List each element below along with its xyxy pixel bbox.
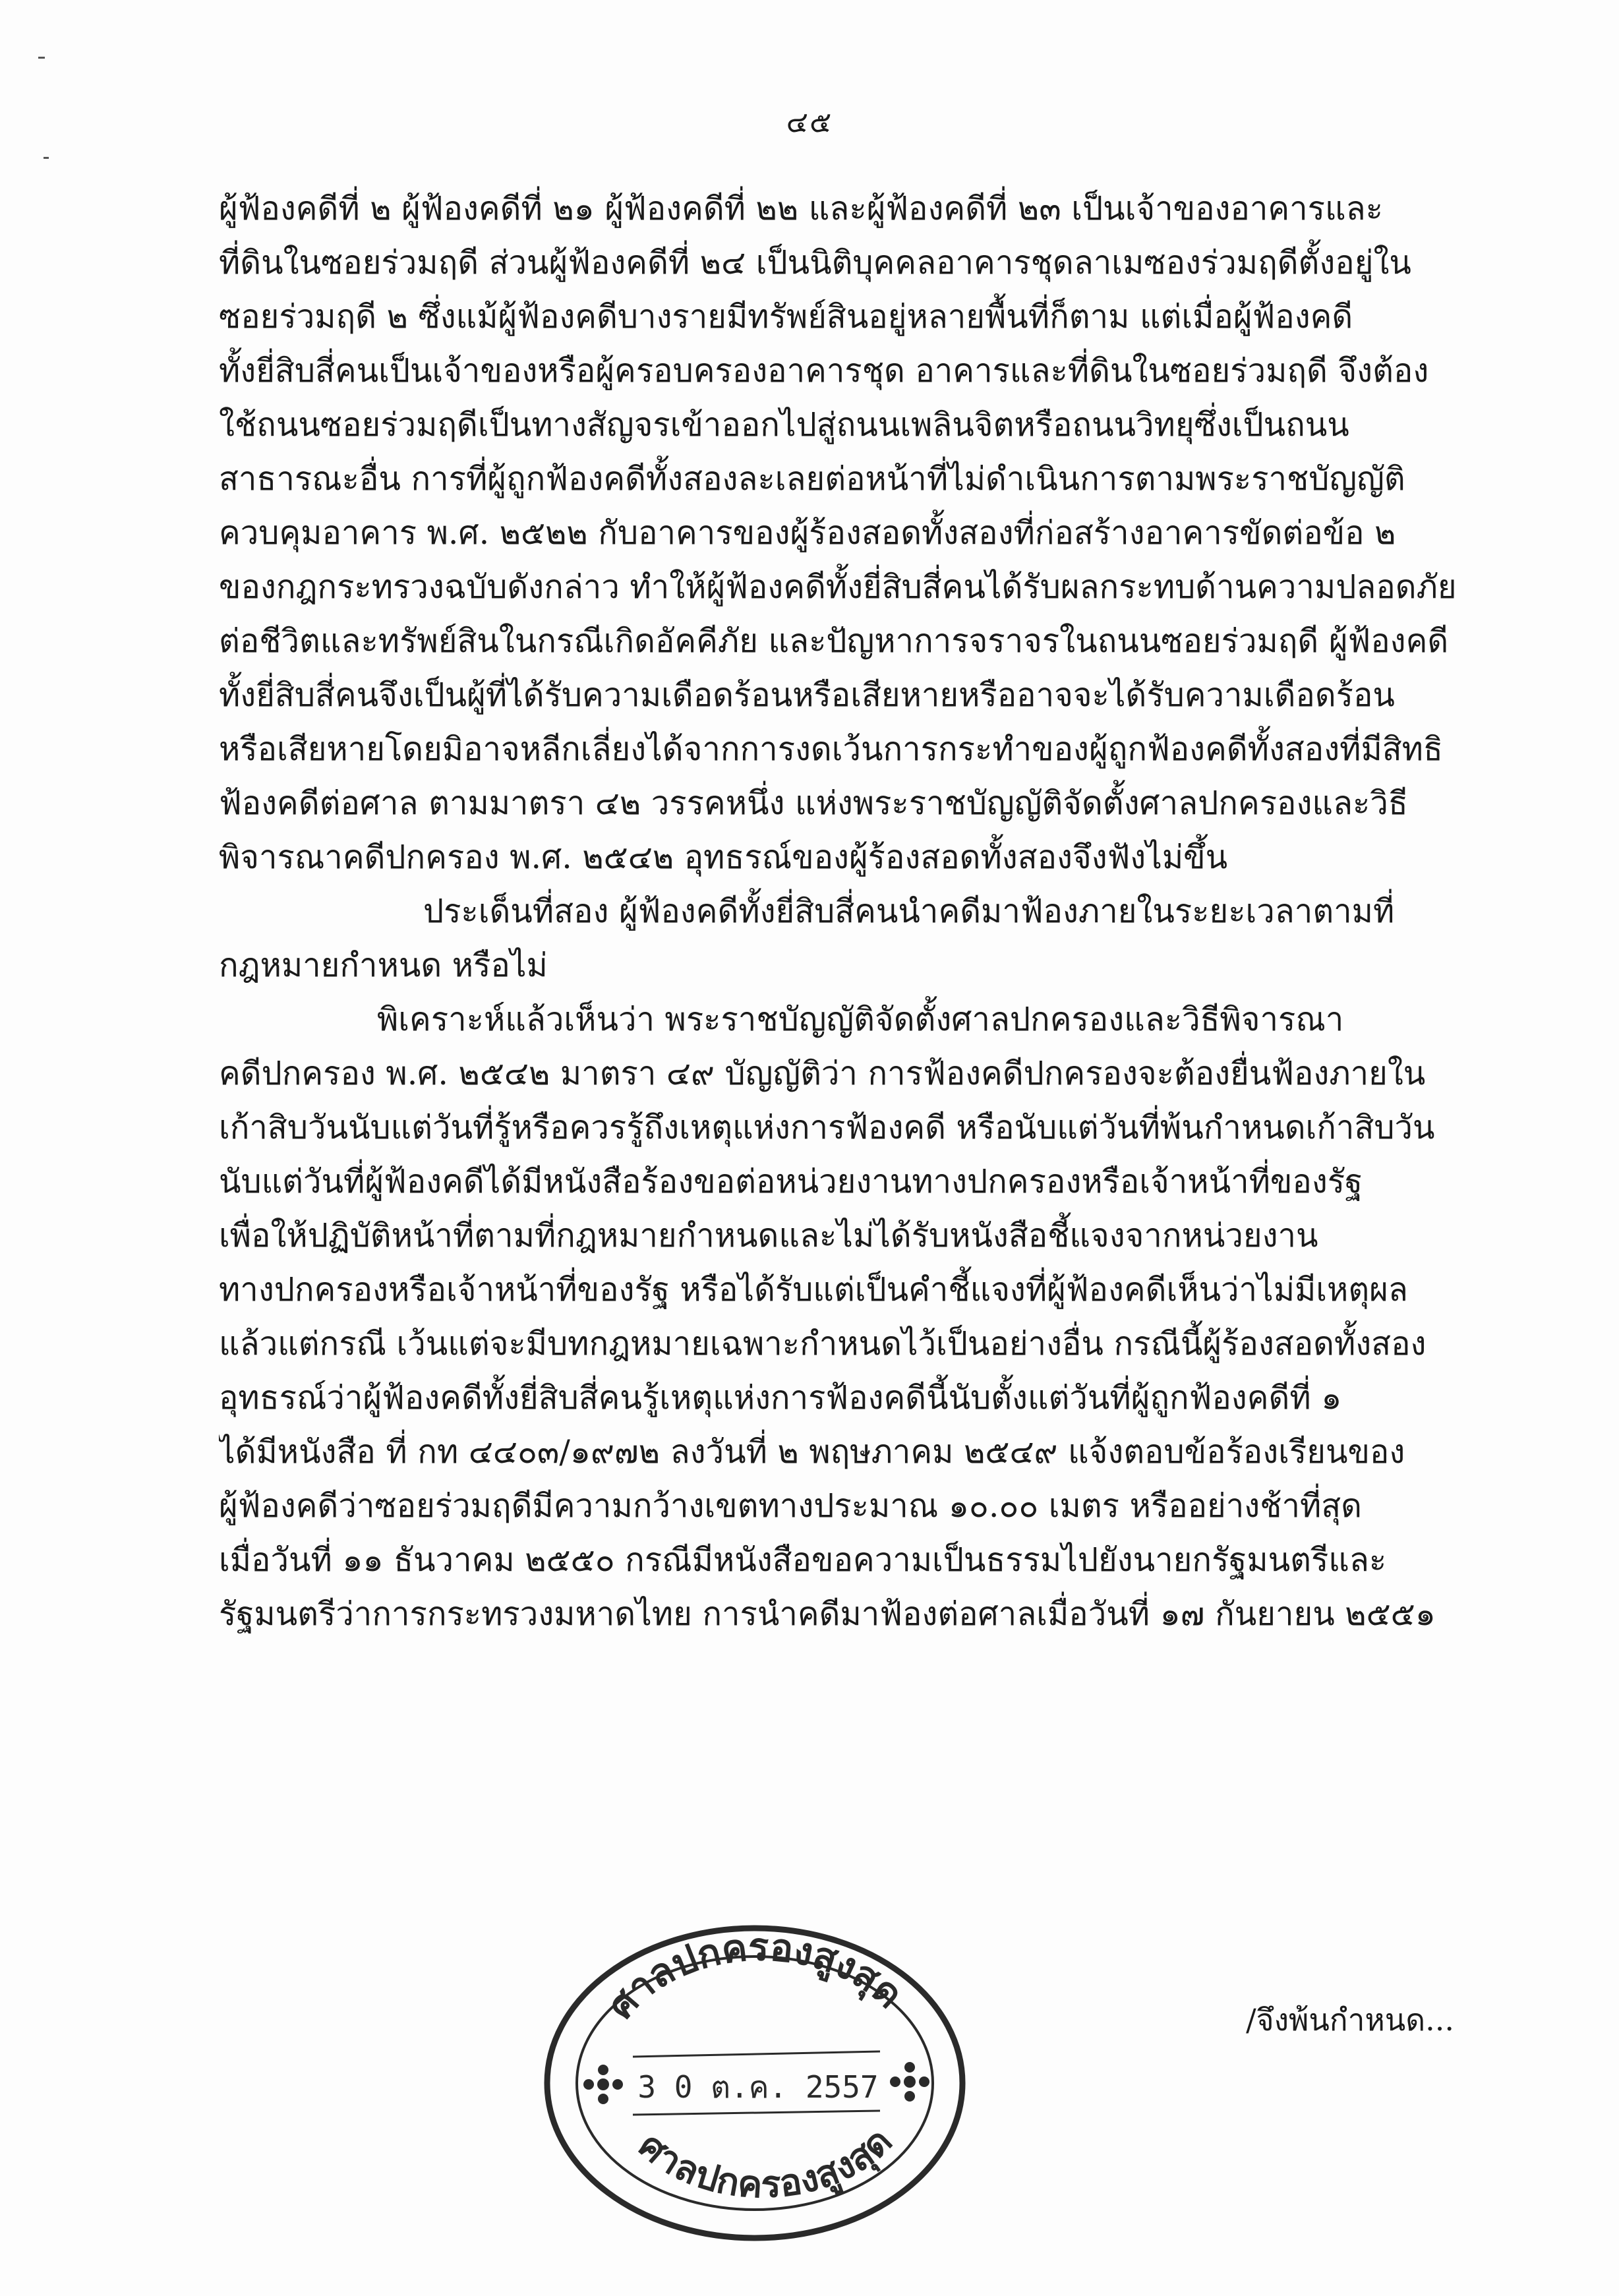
continuation-text: /จึงพ้นกำหนด... (1246, 2002, 1454, 2038)
analysis-line: อุทธรณ์ว่าผู้ฟ้องคดีทั้งยี่สิบสี่คนรู้เหตุแห่งการฟ้องคดีนี้นับตั้งแต่วันที่ผู้ถูกฟ้องคดีที่ ๑ (219, 1379, 1342, 1417)
analysis-line: ผู้ฟ้องคดีว่าซอยร่วมฤดีมีความกว้างเขตทางประมาณ ๑๐.๐๐ เมตร หรืออย่างช้าที่สุด (219, 1487, 1362, 1525)
flower-icon-right (890, 2062, 929, 2102)
flower-icon-left (583, 2065, 623, 2104)
body-line: ที่ดินในซอยร่วมฤดี ส่วนผู้ฟ้องคดีที่ ๒๔ เป็นนิติบุคคลอาคารชุดลาเมซองร่วมฤดีตั้งอยู่ใน (219, 244, 1411, 281)
body-line: ซอยร่วมฤดี ๒ ซึ่งแม้ผู้ฟ้องคดีบางรายมีทรัพย์สินอยู่หลายพื้นที่ก็ตาม แต่เมื่อผู้ฟ้องคดี (219, 298, 1353, 336)
stamp-top-text: ศาลปกครองสูงสุด (597, 1924, 912, 2028)
page-number: ๔๕ (786, 105, 833, 139)
body-line: หรือเสียหายโดยมิอาจหลีกเลี่ยงได้จากการงดเว้นการกระทำของผู้ถูกฟ้องคดีทั้งสองที่มีสิทธิ (219, 730, 1443, 768)
body-line: ต่อชีวิตและทรัพย์สินในกรณีเกิดอัคคีภัย และปัญหาการจราจรในถนนซอยร่วมฤดี ผู้ฟ้องคดี (219, 622, 1449, 660)
analysis-line: แล้วแต่กรณี เว้นแต่จะมีบทกฎหมายเฉพาะกำหนดไว้เป็นอย่างอื่น กรณีนี้ผู้ร้องสอดทั้งสอง (219, 1325, 1427, 1363)
body-line: พิจารณาคดีปกครอง พ.ศ. ๒๕๔๒ อุทธรณ์ของผู้ร้องสอดทั้งสองจึงฟังไม่ขึ้น (219, 839, 1228, 876)
analysis-line: เพื่อให้ปฏิบัติหน้าที่ตามที่กฎหมายกำหนดและไม่ได้รับหนังสือชี้แจงจากหน่วยงาน (219, 1217, 1318, 1254)
stamp-date: 3 0 ต.ค. 2557 (637, 2069, 879, 2105)
analysis-line: รัฐมนตรีว่าการกระทรวงมหาดไทย การนำคดีมาฟ้องต่อศาลเมื่อวันที่ ๑๗ กันยายน ๒๕๕๑ (219, 1595, 1436, 1633)
body-line: ควบคุมอาคาร พ.ศ. ๒๕๒๒ กับอาคารของผู้ร้องสอดทั้งสองที่ก่อสร้างอาคารขัดต่อข้อ ๒ (219, 514, 1396, 552)
analysis-line: เก้าสิบวันนับแต่วันที่รู้หรือควรรู้ถึงเหตุแห่งการฟ้องคดี หรือนับแต่วันที่พ้นกำหนดเก้าสิบวัน (219, 1109, 1435, 1146)
scan-speck (44, 157, 49, 159)
analysis-line: ได้มีหนังสือ ที่ กท ๔๔๐๓/๑๙๗๒ ลงวันที่ ๒ พฤษภาคม ๒๕๔๙ แจ้งตอบข้อร้องเรียนของ (219, 1433, 1405, 1471)
issue-heading-line: ประเด็นที่สอง ผู้ฟ้องคดีทั้งยี่สิบสี่คนนำคดีมาฟ้องภายในระยะเวลาตามที่ (423, 893, 1395, 930)
issue-heading-line: กฎหมายกำหนด หรือไม่ (219, 947, 548, 984)
body-line: ฟ้องคดีต่อศาล ตามมาตรา ๔๒ วรรคหนึ่ง แห่งพระราชบัญญัติจัดตั้งศาลปกครองและวิธี (219, 784, 1408, 822)
body-line: ทั้งยี่สิบสี่คนจึงเป็นผู้ที่ได้รับความเดือดร้อนหรือเสียหายหรืออาจจะได้รับความเดือดร้อน (219, 676, 1395, 714)
analysis-line: คดีปกครอง พ.ศ. ๒๕๔๒ มาตรา ๔๙ บัญญัติว่า การฟ้องคดีปกครองจะต้องยื่นฟ้องภายใน (219, 1055, 1426, 1092)
body-line: ของกฎกระทรวงฉบับดังกล่าว ทำให้ผู้ฟ้องคดีทั้งยี่สิบสี่คนได้รับผลกระทบด้านความปลอดภัย (219, 568, 1457, 606)
scan-speck (38, 57, 45, 59)
analysis-line: เมื่อวันที่ ๑๑ ธันวาคม ๒๕๕๐ กรณีมีหนังสือขอความเป็นธรรมไปยังนายกรัฐมนตรีและ (219, 1541, 1387, 1579)
court-stamp (534, 1905, 976, 2248)
body-line: ใช้ถนนซอยร่วมฤดีเป็นทางสัญจรเข้าออกไปสู่ถนนเพลินจิตหรือถนนวิทยุซึ่งเป็นถนน (219, 406, 1349, 444)
analysis-first-line: พิเคราะห์แล้วเห็นว่า พระราชบัญญัติจัดตั้งศาลปกครองและวิธีพิจารณา (377, 1001, 1344, 1038)
analysis-line: ทางปกครองหรือเจ้าหน้าที่ของรัฐ หรือได้รับแต่เป็นคำชี้แจงที่ผู้ฟ้องคดีเห็นว่าไม่มีเหตุผล (219, 1271, 1408, 1309)
document-body (219, 182, 1463, 1641)
stamp-bottom-text: ศาลปกครองสูงสุด (630, 2119, 901, 2207)
analysis-line: นับแต่วันที่ผู้ฟ้องคดีได้มีหนังสือร้องขอต่อหน่วยงานทางปกครองหรือเจ้าหน้าที่ของรัฐ (219, 1163, 1363, 1200)
body-line: สาธารณะอื่น การที่ผู้ถูกฟ้องคดีทั้งสองละเลยต่อหน้าที่ไม่ดำเนินการตามพระราชบัญญัติ (219, 460, 1405, 498)
body-line: ผู้ฟ้องคดีที่ ๒ ผู้ฟ้องคดีที่ ๒๑ ผู้ฟ้องคดีที่ ๒๒ และผู้ฟ้องคดีที่ ๒๓ เป็นเจ้าของอาคารและ (219, 190, 1383, 227)
body-line: ทั้งยี่สิบสี่คนเป็นเจ้าของหรือผู้ครอบครองอาคารชุด อาคารและที่ดินในซอยร่วมฤดี จึงต้อง (219, 352, 1429, 390)
